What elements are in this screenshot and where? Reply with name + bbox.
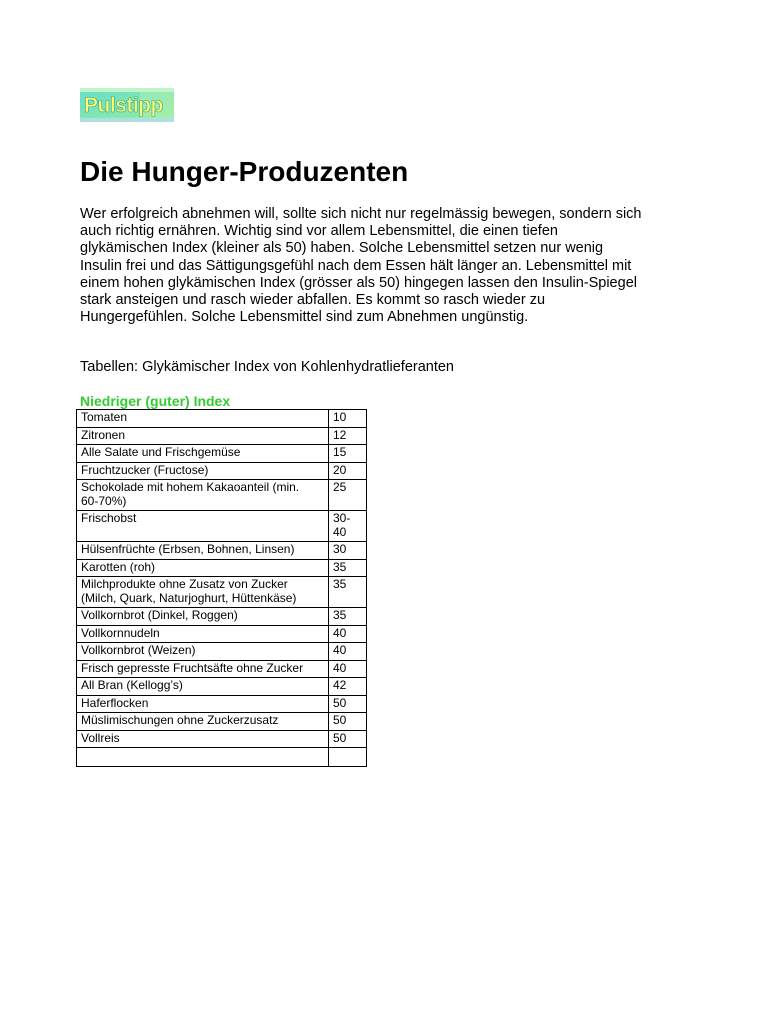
- food-cell: [77, 410, 329, 428]
- table-row: [77, 713, 367, 731]
- intro-paragraph: [80, 206, 690, 326]
- intro-line: Insulin frei und das Sättigungsgefühl nach dem Essen hält länger an. Lebensmittel mit: [80, 257, 632, 274]
- food-cell: [77, 511, 329, 542]
- food-cell-line: Frisch gepresste Fruchtsäfte ohne Zucker: [81, 660, 304, 675]
- food-cell: [77, 480, 329, 511]
- table-row: [77, 660, 367, 678]
- food-cell-line: (Milch, Quark, Naturjoghurt, Hüttenkäse): [81, 590, 297, 605]
- glycemic-index-cell: [329, 542, 367, 560]
- pulstipp-logo: [80, 88, 174, 122]
- glycemic-index-value: 15: [333, 445, 347, 459]
- glycemic-index-cell: [329, 730, 367, 748]
- glycemic-index-cell: [329, 511, 367, 542]
- food-cell-line: Milchprodukte ohne Zusatz von Zucker: [81, 577, 288, 591]
- glycemic-index-cell: [329, 427, 367, 445]
- intro-line: einem hohen glykämischen Index (grösser als 50) hingegen lassen den Insulin-Spiegel: [80, 274, 637, 291]
- food-cell-line: Alle Salate und Frischgemüse: [81, 445, 241, 459]
- glycemic-index-cell: [329, 678, 367, 696]
- food-cell-line: Karotten (roh): [81, 559, 156, 574]
- food-cell: [77, 643, 329, 661]
- glycemic-index-value: 40: [333, 643, 347, 657]
- food-cell-line: Müslimischungen ohne Zuckerzusatz: [81, 713, 279, 727]
- glycemic-index-value: 25: [333, 480, 347, 494]
- intro-line: auch richtig ernähren. Wichtig sind vor allem Lebensmittel, die einen tiefen: [80, 223, 558, 240]
- table-row: [77, 643, 367, 661]
- table-row: [77, 730, 367, 748]
- table-row: [77, 427, 367, 445]
- glycemic-index-cell: [329, 625, 367, 643]
- table-row: [77, 511, 367, 542]
- food-cell-line: Frischobst: [81, 511, 137, 525]
- pulstipp-logo-graphic: [80, 88, 174, 122]
- food-cell-line: Tomaten: [81, 410, 128, 424]
- food-cell-line: All Bran (Kellogg’s): [81, 678, 183, 692]
- page-title: Die Hunger-Produzenten: [80, 156, 409, 187]
- glycemic-index-cell: [329, 559, 367, 577]
- table-row: [77, 608, 367, 626]
- glycemic-index-value: 35: [333, 577, 347, 591]
- glycemic-index-cell: [329, 608, 367, 626]
- food-cell-line: Vollkornbrot (Dinkel, Roggen): [81, 608, 238, 622]
- glycemic-index-value: 40: [333, 524, 347, 539]
- glycemic-index-cell: [329, 695, 367, 713]
- food-cell: [77, 748, 329, 767]
- glycemic-index-value: 40: [333, 660, 347, 675]
- food-cell: [77, 713, 329, 731]
- glycemic-index-cell: [329, 480, 367, 511]
- pulstipp-logo-text: Pulstipp: [84, 94, 163, 117]
- glycemic-index-value: 10: [333, 410, 347, 424]
- glycemic-index-cell: [329, 445, 367, 463]
- food-cell-line: Vollkornnudeln: [81, 625, 160, 640]
- glycemic-index-cell: [329, 462, 367, 480]
- food-cell: [77, 730, 329, 748]
- food-cell: [77, 462, 329, 480]
- food-cell-line: Schokolade mit hohem Kakaoanteil (min.: [81, 480, 300, 494]
- table-row: [77, 410, 367, 428]
- food-cell-line: Vollreis: [81, 730, 120, 745]
- low-index-heading: Niedriger (guter) Index: [80, 393, 231, 409]
- table-row: [77, 625, 367, 643]
- glycemic-index-value: 35: [333, 608, 347, 622]
- food-cell: [77, 427, 329, 445]
- food-cell-line: Hülsenfrüchte (Erbsen, Bohnen, Linsen): [81, 542, 295, 556]
- food-cell: [77, 608, 329, 626]
- food-cell: [77, 559, 329, 577]
- low-index-table-body: [77, 410, 367, 767]
- glycemic-index-value: 50: [333, 713, 347, 727]
- glycemic-index-cell: [329, 713, 367, 731]
- food-cell: [77, 678, 329, 696]
- glycemic-index-value: 20: [333, 462, 347, 477]
- food-cell-line: 60-70%): [81, 493, 127, 508]
- table-row: [77, 462, 367, 480]
- glycemic-index-cell: [329, 577, 367, 608]
- glycemic-index-value: 50: [333, 730, 347, 745]
- glycemic-index-value: 35: [333, 559, 347, 574]
- table-row: [77, 678, 367, 696]
- food-cell-line: Vollkornbrot (Weizen): [81, 643, 196, 657]
- food-cell: [77, 445, 329, 463]
- glycemic-index-value: 42: [333, 678, 347, 692]
- glycemic-index-value: 30-: [333, 511, 351, 525]
- food-cell: [77, 577, 329, 608]
- food-cell-line: Haferflocken: [81, 695, 149, 710]
- table-row: [77, 445, 367, 463]
- food-cell-line: Zitronen: [81, 427, 126, 442]
- glycemic-index-value: 30: [333, 542, 347, 556]
- table-row: [77, 542, 367, 560]
- glycemic-index-cell: [329, 748, 367, 767]
- food-cell: [77, 625, 329, 643]
- intro-line: Hungergefühlen. Solche Lebensmittel sind zum Abnehmen ungünstig.: [80, 309, 529, 326]
- low-index-table: [76, 409, 367, 767]
- food-cell-line: Fruchtzucker (Fructose): [81, 462, 209, 477]
- food-cell: [77, 542, 329, 560]
- glycemic-index-value: 50: [333, 695, 347, 710]
- glycemic-index-value: 40: [333, 625, 347, 640]
- intro-line: Wer erfolgreich abnehmen will, sollte sich nicht nur regelmässig bewegen, sondern sich: [80, 206, 642, 222]
- table-row: [77, 577, 367, 608]
- glycemic-index-cell: [329, 643, 367, 661]
- table-row: [77, 748, 367, 767]
- food-cell: [77, 695, 329, 713]
- table-row: [77, 480, 367, 511]
- glycemic-index-cell: [329, 410, 367, 428]
- glycemic-index-value: 12: [333, 427, 347, 442]
- intro-line: stark ansteigen und rasch wieder abfallen. Es kommt so rasch wieder zu: [80, 292, 546, 309]
- glycemic-index-cell: [329, 660, 367, 678]
- table-row: [77, 695, 367, 713]
- intro-line: glykämischen Index (kleiner als 50) haben. Solche Lebensmittel setzen nur wenig: [80, 240, 604, 257]
- food-cell: [77, 660, 329, 678]
- tables-caption: Tabellen: Glykämischer Index von Kohlenhydratlieferanten: [80, 359, 454, 375]
- table-row: [77, 559, 367, 577]
